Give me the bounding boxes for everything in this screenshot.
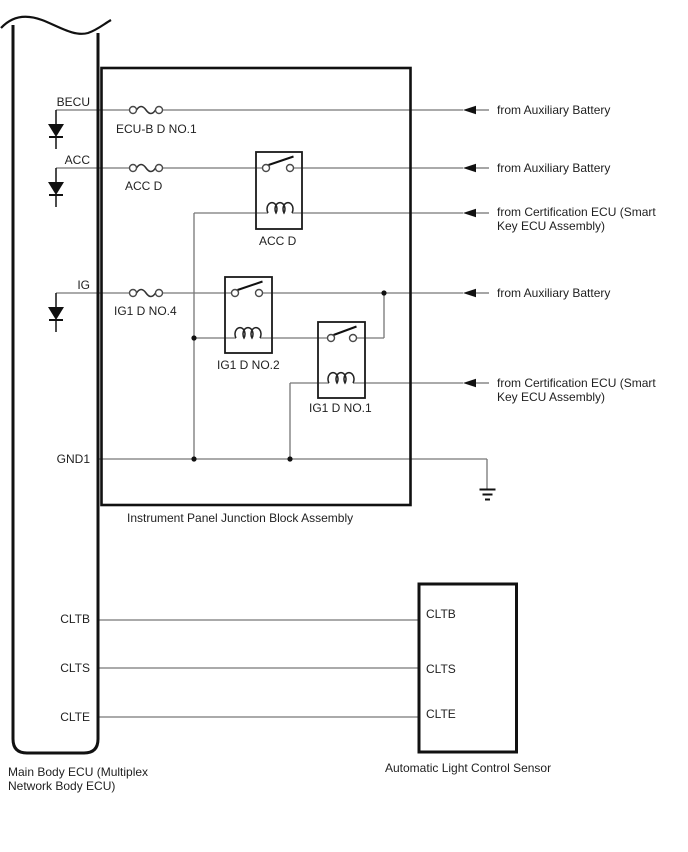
fuse-ecu-b-d-no1 [130, 107, 163, 114]
ref-line1: from Certification ECU (Smart [497, 376, 656, 390]
relay-label-ig1-d-no2: IG1 D NO.2 [217, 358, 280, 372]
component-boxes [1, 17, 517, 753]
relay-ig1-d-no1-switch-terminal [350, 335, 357, 342]
relay-ig1-d-no2-switch-terminal [256, 290, 263, 297]
ref-line1: from Certification ECU (Smart [497, 205, 656, 219]
relay-label-ig1-d-no1: IG1 D NO.1 [309, 401, 372, 415]
relay-acc-d-switch-blade [269, 157, 294, 166]
ecu-pin-label-clte: CLTE [60, 710, 90, 724]
fuse-label-ecu-b-d-no1: ECU-B D NO.1 [116, 122, 197, 136]
fuse-label-ig1-d-no4: IG1 D NO.4 [114, 304, 177, 318]
external-ref-arrows [463, 106, 476, 387]
relay-acc-d-switch-terminal [287, 165, 294, 172]
relay-ig1-d-no2 [225, 277, 272, 353]
junction-dots [191, 290, 386, 461]
fuse-ig1-d-no4 [130, 290, 163, 297]
ref-line2: Key ECU Assembly) [497, 219, 606, 233]
ecu-pin-label-becu: BECU [56, 95, 90, 109]
relay-acc-d-box [256, 152, 302, 229]
relay-ig1-d-no1-coil [328, 373, 354, 383]
relay-acc-d [256, 152, 302, 229]
relay-ig1-d-no2-box [225, 277, 272, 353]
diode-becu [48, 110, 64, 149]
fuse-label-acc-d: ACC D [125, 179, 163, 193]
ecu-name-line2: Network Body ECU) [8, 779, 116, 793]
arrowhead-left-icon [463, 289, 476, 297]
relay-acc-d-coil [267, 203, 293, 213]
junction-dot [191, 456, 196, 461]
main-body-ecu-break-line [1, 17, 111, 34]
relay-ig1-d-no1-switch-blade [334, 327, 357, 336]
diode-ig [48, 293, 64, 332]
diode-acc [48, 168, 64, 207]
ecu-pin-label-ig: IG [77, 278, 90, 292]
ground-symbol-icon [480, 490, 496, 500]
relay-ig1-d-no2-coil [235, 328, 261, 338]
relay-acc-d-switch-terminal [263, 165, 270, 172]
ecu-pin-label-clts: CLTS [60, 661, 90, 675]
fuse-acc-d [130, 165, 163, 172]
ecu-pin-label-acc: ACC [64, 153, 90, 167]
relay-ig1-d-no2-switch-terminal [232, 290, 239, 297]
relay-ig1-d-no1-box [318, 322, 365, 398]
sensor-pin-label-cltb: CLTB [426, 607, 456, 621]
arrowhead-left-icon [463, 209, 476, 217]
ecu-pin-label-gnd1: GND1 [56, 452, 90, 466]
main-body-ecu-name-label [8, 765, 148, 793]
sensor-pin-label-clts: CLTS [426, 662, 456, 676]
junction-dot [381, 290, 386, 295]
wires [56, 110, 489, 717]
sensor-pin-label-clte: CLTE [426, 707, 456, 721]
ref-line2: Key ECU Assembly) [497, 390, 606, 404]
ecu-name-line1: Main Body ECU (Multiplex [8, 765, 149, 779]
junction-dot [287, 456, 292, 461]
external-ref-label-ig-supply: from Auxiliary Battery [497, 286, 611, 300]
relay-label-acc-d: ACC D [259, 234, 297, 248]
arrowhead-left-icon [463, 164, 476, 172]
ecu-pin-label-cltb: CLTB [60, 612, 90, 626]
external-ref-label-ig1-relay-coil [497, 376, 656, 404]
arrowhead-left-icon [463, 379, 476, 387]
external-ref-label-acc-supply: from Auxiliary Battery [497, 161, 611, 175]
relay-ig1-d-no2-switch-blade [238, 282, 263, 291]
arrowhead-left-icon [463, 106, 476, 114]
ecu-diodes [48, 110, 64, 332]
light-sensor-name-label: Automatic Light Control Sensor [385, 761, 552, 775]
external-ref-label-acc-relay-coil [497, 205, 656, 233]
junction-block-name-label: Instrument Panel Junction Block Assembly [127, 511, 354, 525]
relay-ig1-d-no1-switch-terminal [328, 335, 335, 342]
external-ref-label-becu-supply: from Auxiliary Battery [497, 103, 611, 117]
relay-ig1-d-no1 [318, 322, 365, 398]
junction-dot [191, 335, 196, 340]
